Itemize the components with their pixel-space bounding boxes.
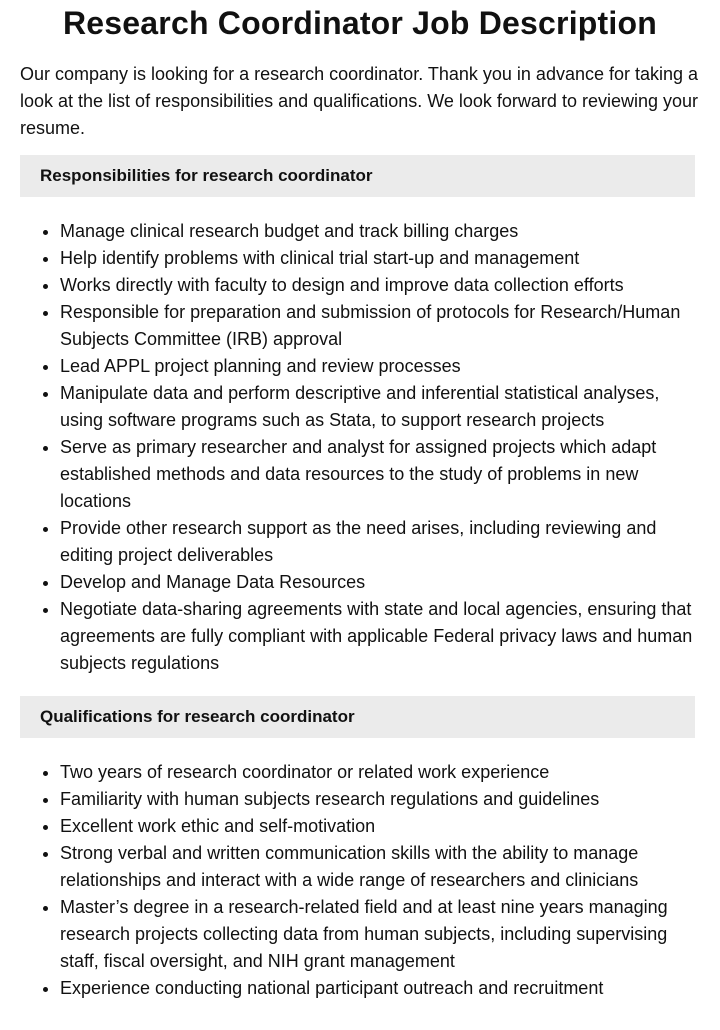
list-item: • Serve as primary researcher and analyst for assigned projects which adapt established methods and data resources to the study of problems in new locations xyxy=(60,434,700,515)
qualifications-list xyxy=(20,759,700,1002)
qualifications-heading: Qualifications for research coordinator xyxy=(20,696,695,738)
list-item: • Strong verbal and written communication skills with the ability to manage relationships and interact with a wide range of researchers and clinicians xyxy=(60,840,700,894)
list-item: • Provide other research support as the need arises, including reviewing and editing project deliverables xyxy=(60,515,700,569)
list-item: • Help identify problems with clinical trial start-up and management xyxy=(60,245,700,272)
list-item: • Familiarity with human subjects research regulations and guidelines xyxy=(60,786,700,813)
list-item: • Two years of research coordinator or related work experience xyxy=(60,759,700,786)
list-item: • Experience conducting national participant outreach and recruitment xyxy=(60,975,700,1002)
list-item: • Master’s degree in a research-related field and at least nine years managing research projects collecting data from human subjects, including supervising staff, fiscal oversight, and NIH grant management xyxy=(60,894,700,975)
list-item: • Manipulate data and perform descriptive and inferential statistical analyses, using software programs such as Stata, to support research projects xyxy=(60,380,700,434)
list-item: • Excellent work ethic and self-motivation xyxy=(60,813,700,840)
list-item: • Negotiate data-sharing agreements with state and local agencies, ensuring that agreements are fully compliant with applicable Federal privacy laws and human subjects regulations xyxy=(60,596,700,677)
list-item: • Manage clinical research budget and track billing charges xyxy=(60,218,700,245)
list-item: • Lead APPL project planning and review processes xyxy=(60,353,700,380)
intro-paragraph: Our company is looking for a research coordinator. Thank you in advance for taking a look at the list of responsibilities and qualifications. We look forward to reviewing your resume. xyxy=(20,64,699,138)
responsibilities-list xyxy=(20,218,700,677)
list-item: • Develop and Manage Data Resources xyxy=(60,569,700,596)
list-item: • Responsible for preparation and submission of protocols for Research/Human Subjects Committee (IRB) approval xyxy=(60,299,700,353)
responsibilities-heading: Responsibilities for research coordinator xyxy=(20,155,695,197)
list-item: • Works directly with faculty to design and improve data collection efforts xyxy=(60,272,700,299)
page-title: Research Coordinator Job Description xyxy=(63,5,657,41)
